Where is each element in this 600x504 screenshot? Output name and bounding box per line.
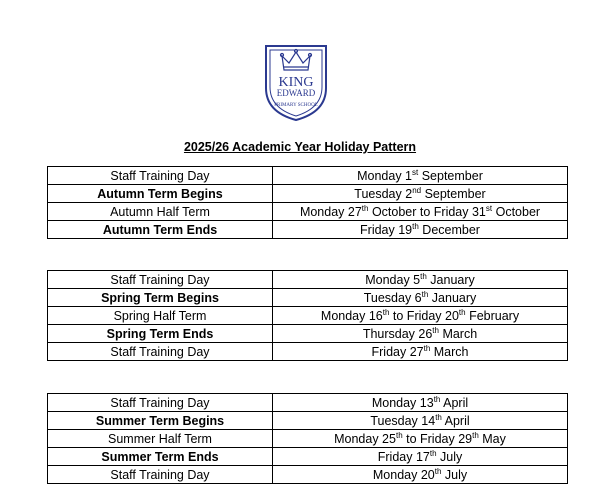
logo-line-2: EDWARD <box>276 88 316 98</box>
date-text: to Friday 20 <box>389 308 459 323</box>
event-cell: Staff Training Day <box>48 466 273 484</box>
table-row <box>48 271 568 289</box>
event-cell: Spring Term Begins <box>48 289 273 307</box>
date-text: Monday 5 <box>365 272 421 287</box>
date-text: Friday 19 <box>360 222 413 237</box>
date-text: to Friday 29 <box>402 431 473 446</box>
autumn-term-table <box>47 166 568 239</box>
ordinal-suffix: th <box>429 448 437 458</box>
event-cell: Summer Half Term <box>48 430 273 448</box>
ordinal-suffix: th <box>432 325 439 335</box>
date-text: Monday 1 <box>357 168 413 183</box>
date-text: January <box>426 272 475 287</box>
event-cell: Staff Training Day <box>48 167 273 185</box>
date-cell <box>273 466 568 484</box>
date-text: May <box>478 431 506 446</box>
ordinal-suffix: th <box>382 307 390 317</box>
date-cell <box>273 221 568 239</box>
ordinal-suffix: th <box>472 430 479 440</box>
table-row <box>48 394 568 412</box>
date-text: January <box>428 290 477 305</box>
date-text: March <box>438 326 478 341</box>
ordinal-suffix: st <box>412 167 419 177</box>
date-text: Monday 16 <box>320 308 383 323</box>
ordinal-suffix: th <box>412 221 419 231</box>
date-text: April <box>441 413 470 428</box>
table-row <box>48 185 568 203</box>
date-text: Friday 17 <box>377 449 430 464</box>
spring-term-table <box>47 270 568 361</box>
date-cell <box>273 325 568 343</box>
logo-line-1: KING <box>278 75 314 90</box>
date-text: July <box>441 467 468 482</box>
summer-term-table <box>47 393 568 484</box>
ordinal-suffix: th <box>458 307 466 317</box>
event-cell: Staff Training Day <box>48 271 273 289</box>
event-cell: Autumn Term Ends <box>48 221 273 239</box>
table-row <box>48 167 568 185</box>
date-cell <box>273 394 568 412</box>
date-text: Monday 20 <box>372 467 435 482</box>
ordinal-suffix: st <box>485 203 493 213</box>
table-row <box>48 289 568 307</box>
table-row <box>48 325 568 343</box>
date-text: September <box>418 168 483 183</box>
ordinal-suffix: th <box>434 466 442 476</box>
date-text: December <box>418 222 480 237</box>
date-text: Tuesday 6 <box>363 290 422 305</box>
event-cell: Staff Training Day <box>48 394 273 412</box>
ordinal-suffix: th <box>435 412 442 422</box>
date-text: February <box>465 308 520 323</box>
date-text: October <box>492 204 541 219</box>
logo-line-3: PRIMARY SCHOOL <box>274 103 318 108</box>
event-cell: Staff Training Day <box>48 343 273 361</box>
table-row <box>48 430 568 448</box>
table-row <box>48 203 568 221</box>
event-cell: Spring Half Term <box>48 307 273 325</box>
ordinal-suffix: th <box>361 203 369 213</box>
date-text: Monday 13 <box>371 395 434 410</box>
ordinal-suffix: th <box>423 343 431 353</box>
date-text: April <box>440 395 469 410</box>
date-text: March <box>430 344 469 359</box>
table-row <box>48 466 568 484</box>
page-title: 2025/26 Academic Year Holiday Pattern <box>183 140 417 154</box>
date-cell <box>273 167 568 185</box>
date-cell <box>273 185 568 203</box>
date-text: July <box>436 449 463 464</box>
date-cell <box>273 307 568 325</box>
table-row <box>48 307 568 325</box>
date-cell <box>273 289 568 307</box>
date-text: Tuesday 14 <box>370 413 436 428</box>
date-text: Monday 25 <box>334 431 396 446</box>
table-row <box>48 412 568 430</box>
table-row <box>48 448 568 466</box>
date-text: Monday 27 <box>299 204 362 219</box>
ordinal-suffix: th <box>421 289 429 299</box>
event-cell: Autumn Term Begins <box>48 185 273 203</box>
date-cell <box>273 430 568 448</box>
ordinal-suffix: nd <box>412 185 422 195</box>
table-row <box>48 343 568 361</box>
date-cell <box>273 412 568 430</box>
date-text: Tuesday 2 <box>354 186 413 201</box>
event-cell: Spring Term Ends <box>48 325 273 343</box>
date-text: October to Friday 31 <box>368 204 486 219</box>
date-cell <box>273 343 568 361</box>
date-cell <box>273 448 568 466</box>
ordinal-suffix: th <box>420 271 427 281</box>
event-cell: Autumn Half Term <box>48 203 273 221</box>
event-cell: Summer Term Ends <box>48 448 273 466</box>
date-text: Friday 27 <box>371 344 424 359</box>
event-cell: Summer Term Begins <box>48 412 273 430</box>
ordinal-suffix: th <box>395 430 403 440</box>
date-text: Thursday 26 <box>362 326 433 341</box>
date-cell <box>273 203 568 221</box>
table-row <box>48 221 568 239</box>
date-text: September <box>421 186 486 201</box>
ordinal-suffix: th <box>433 394 441 404</box>
school-crest-logo <box>258 30 334 122</box>
date-cell <box>273 271 568 289</box>
